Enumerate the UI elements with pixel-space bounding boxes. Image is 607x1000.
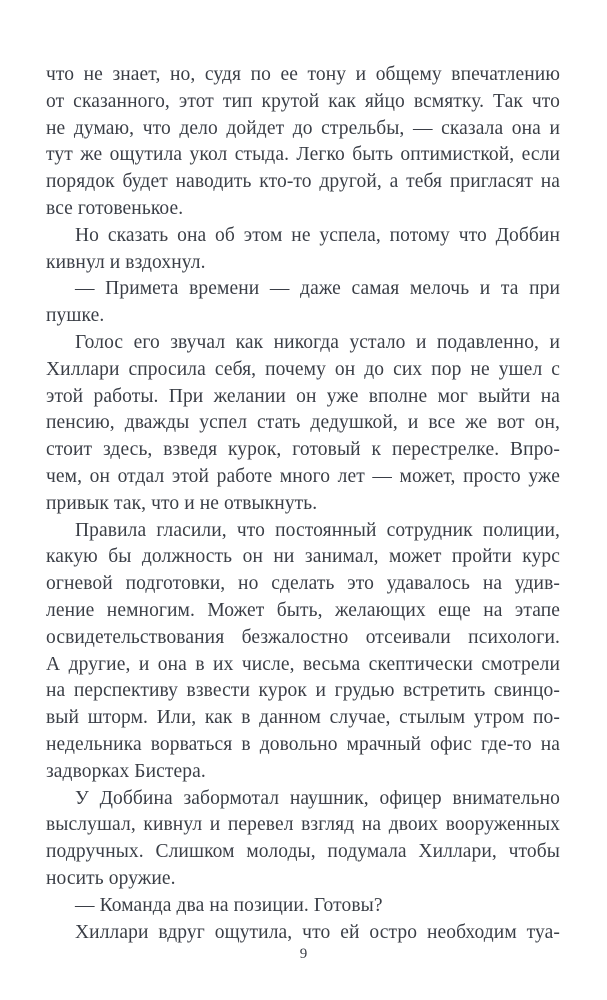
text-line: Хиллари спросила себя, почему он до сих пор не ушел с — [46, 358, 560, 380]
text-line: все готовенькое. — [46, 197, 184, 219]
text-line: Но сказать она об этом не успела, потому что Доббин — [75, 224, 560, 246]
text-line: вый шторм. Или, как в данном случае, стылым утром по- — [46, 707, 560, 729]
text-line: Правила гласили, что постоянный сотрудник полиции, — [75, 519, 560, 541]
text-line: какую бы должность он ни занимал, может пройти курс — [46, 546, 560, 568]
text-line: задворках Бистера. — [46, 760, 206, 782]
text-line: недельника ворваться в довольно мрачный офис где-то на — [46, 733, 560, 755]
text-line: не думаю, что дело дойдет до стрельбы, — сказала она и — [46, 117, 560, 139]
text-line: А другие, и она в их числе, весьма скептически смотрели — [46, 653, 560, 675]
text-line: У Доббина забормотал наушник, офицер внимательно — [75, 787, 560, 809]
text-line: стоит здесь, взведя курок, готовый к перестрелке. Впро- — [46, 439, 560, 461]
text-line: подручных. Слишком молоды, подумала Хиллари, чтобы — [46, 841, 560, 863]
page-number: 9 — [299, 946, 308, 962]
text-line: чем, он отдал этой работе много лет — может, просто уже — [46, 465, 560, 487]
text-line: выслушал, кивнул и перевел взгляд на двоих вооруженных — [46, 814, 560, 836]
text-line: тут же ощутила укол стыда. Легко быть оптимисткой, если — [46, 144, 560, 166]
text-line: на перспективу взвести курок и грудью встретить свинцо- — [46, 680, 560, 702]
text-line: пенсию, дважды успел стать дедушкой, и все же вот он, — [46, 412, 560, 434]
text-line: Голос его звучал как никогда устало и подавленно, и — [75, 331, 560, 353]
text-line: ление немногим. Может быть, желающих еще на этапе — [46, 599, 560, 621]
text-line: пушке. — [46, 305, 105, 327]
text-line: огневой подготовки, но сделать это удавалось на удив- — [46, 573, 560, 595]
text-line: Хиллари вдруг ощутила, что ей остро необходим туа- — [75, 921, 560, 943]
text-line: что не знает, но, судя по ее тону и общему впечатлению — [46, 64, 560, 85]
text-line: освидетельствования безжалостно отсеивали психологи. — [46, 626, 560, 648]
text-line: — Примета времени — даже самая мелочь и та при — [75, 278, 560, 300]
text-line: носить оружие. — [46, 867, 176, 889]
page-text — [46, 62, 560, 946]
text-line: от сказанного, этот тип крутой как яйцо всмятку. Так что — [46, 90, 560, 112]
text-line: привык так, что и не отвыкнуть. — [46, 492, 318, 514]
text-line: этой работы. При желании он уже вполне мог выйти на — [46, 385, 560, 407]
text-line: — Команда два на позиции. Готовы? — [75, 894, 383, 916]
text-line: порядок будет наводить кто-то другой, а тебя пригласят на — [46, 171, 560, 193]
text-line: кивнул и вздохнул. — [46, 251, 206, 273]
